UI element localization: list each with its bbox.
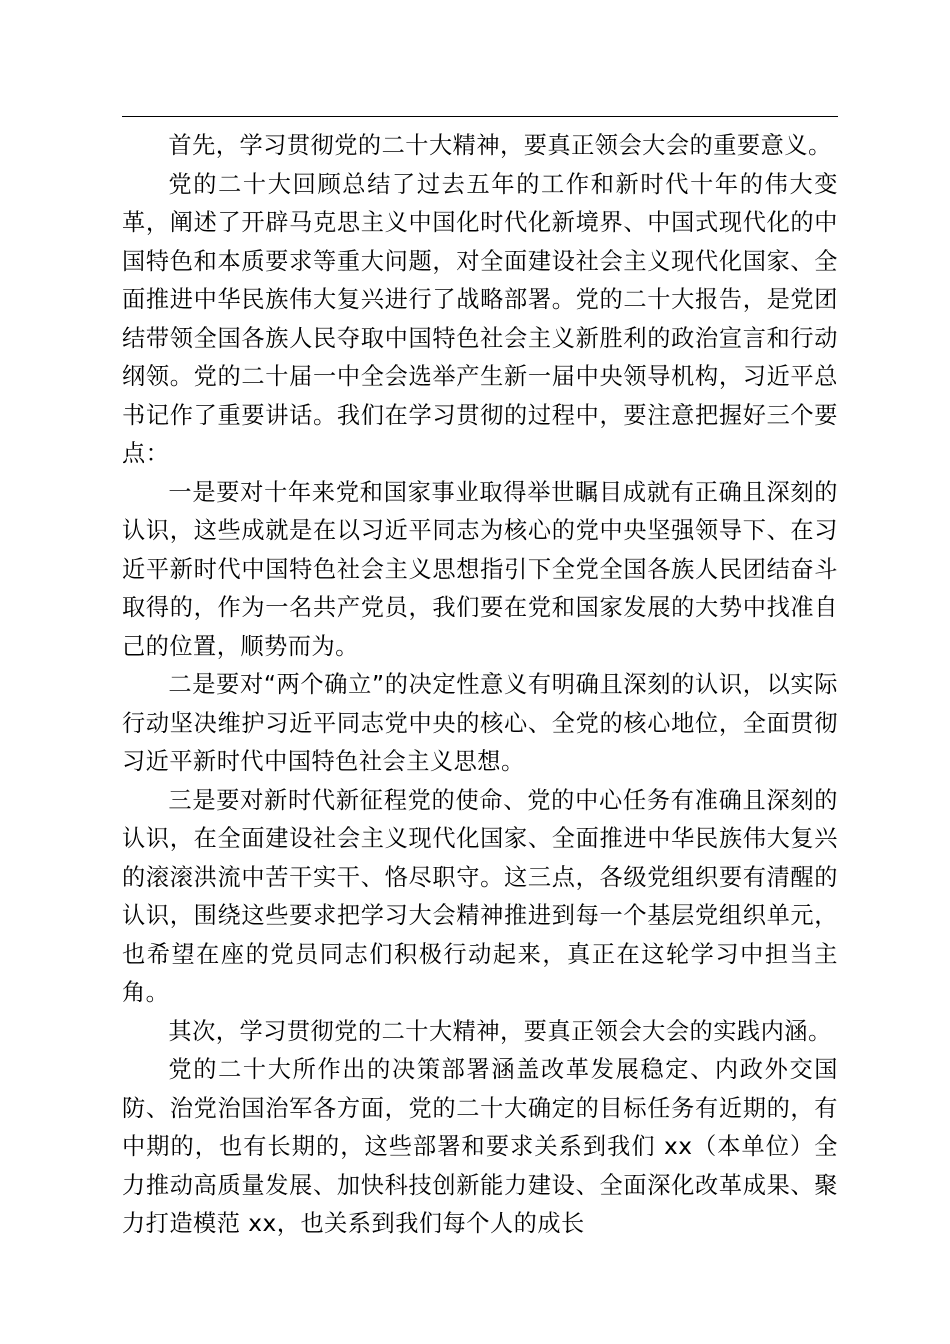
paragraph-6: 其次，学习贯彻党的二十大精神，要真正领会大会的实践内涵。	[168, 1017, 832, 1045]
header-rule	[122, 116, 838, 117]
paragraph-2: 党的二十大回顾总结了过去五年的工作和新时代十年的伟大变革，阐述了开辟马克思主义中国化时代化新境界、中国式现代化的中国特色和本质要求等重大问题，对全面建设社会主义现代化国家、全面推进中华民族伟大复兴进行了战略部署。党的二十大报告，是党团结带领全国各族人民夺取中国特色社会主义新胜利的政治宣言和行动纲领。党的二十届一中全会选举产生新一届中央领导机构，习近平总书记作了重要讲话。我们在学习贯彻的过程中，要注意把握好三个要点：	[122, 170, 838, 467]
document-body	[122, 127, 838, 1244]
paragraph-4: 二是要对“两个确立”的决定性意义有明确且深刻的认识，以实际行动坚决维护习近平同志党中央的核心、全党的核心地位，全面贯彻习近平新时代中国特色社会主义思想。	[122, 671, 838, 775]
paragraph-7: 党的二十大所作出的决策部署涵盖改革发展稳定、内政外交国防、治党治国治军各方面，党的二十大确定的目标任务有近期的，有中期的，也有长期的，这些部署和要求关系到我们 xx（本单位）全力推动高质量发展、加快科技创新能力建设、全面深化改革成果、聚力打造模范 xx，也关系到我们每个人的成长	[122, 1056, 838, 1237]
paragraph-5: 三是要对新时代新征程党的使命、党的中心任务有准确且深刻的认识，在全面建设社会主义现代化国家、全面推进中华民族伟大复兴的滚滚洪流中苦干实干、恪尽职守。这三点，各级党组织要有清醒的认识，围绕这些要求把学习大会精神推进到每一个基层党组织单元，也希望在座的党员同志们积极行动起来，真正在这轮学习中担当主角。	[122, 786, 838, 1006]
paragraph-3: 一是要对十年来党和国家事业取得举世瞩目成就有正确且深刻的认识，这些成就是在以习近平同志为核心的党中央坚强领导下、在习近平新时代中国特色社会主义思想指引下全党全国各族人民团结奋斗取得的，作为一名共产党员，我们要在党和国家发展的大势中找准自己的位置，顺势而为。	[122, 478, 838, 660]
paragraph-1: 首先，学习贯彻党的二十大精神，要真正领会大会的重要意义。	[168, 132, 832, 159]
